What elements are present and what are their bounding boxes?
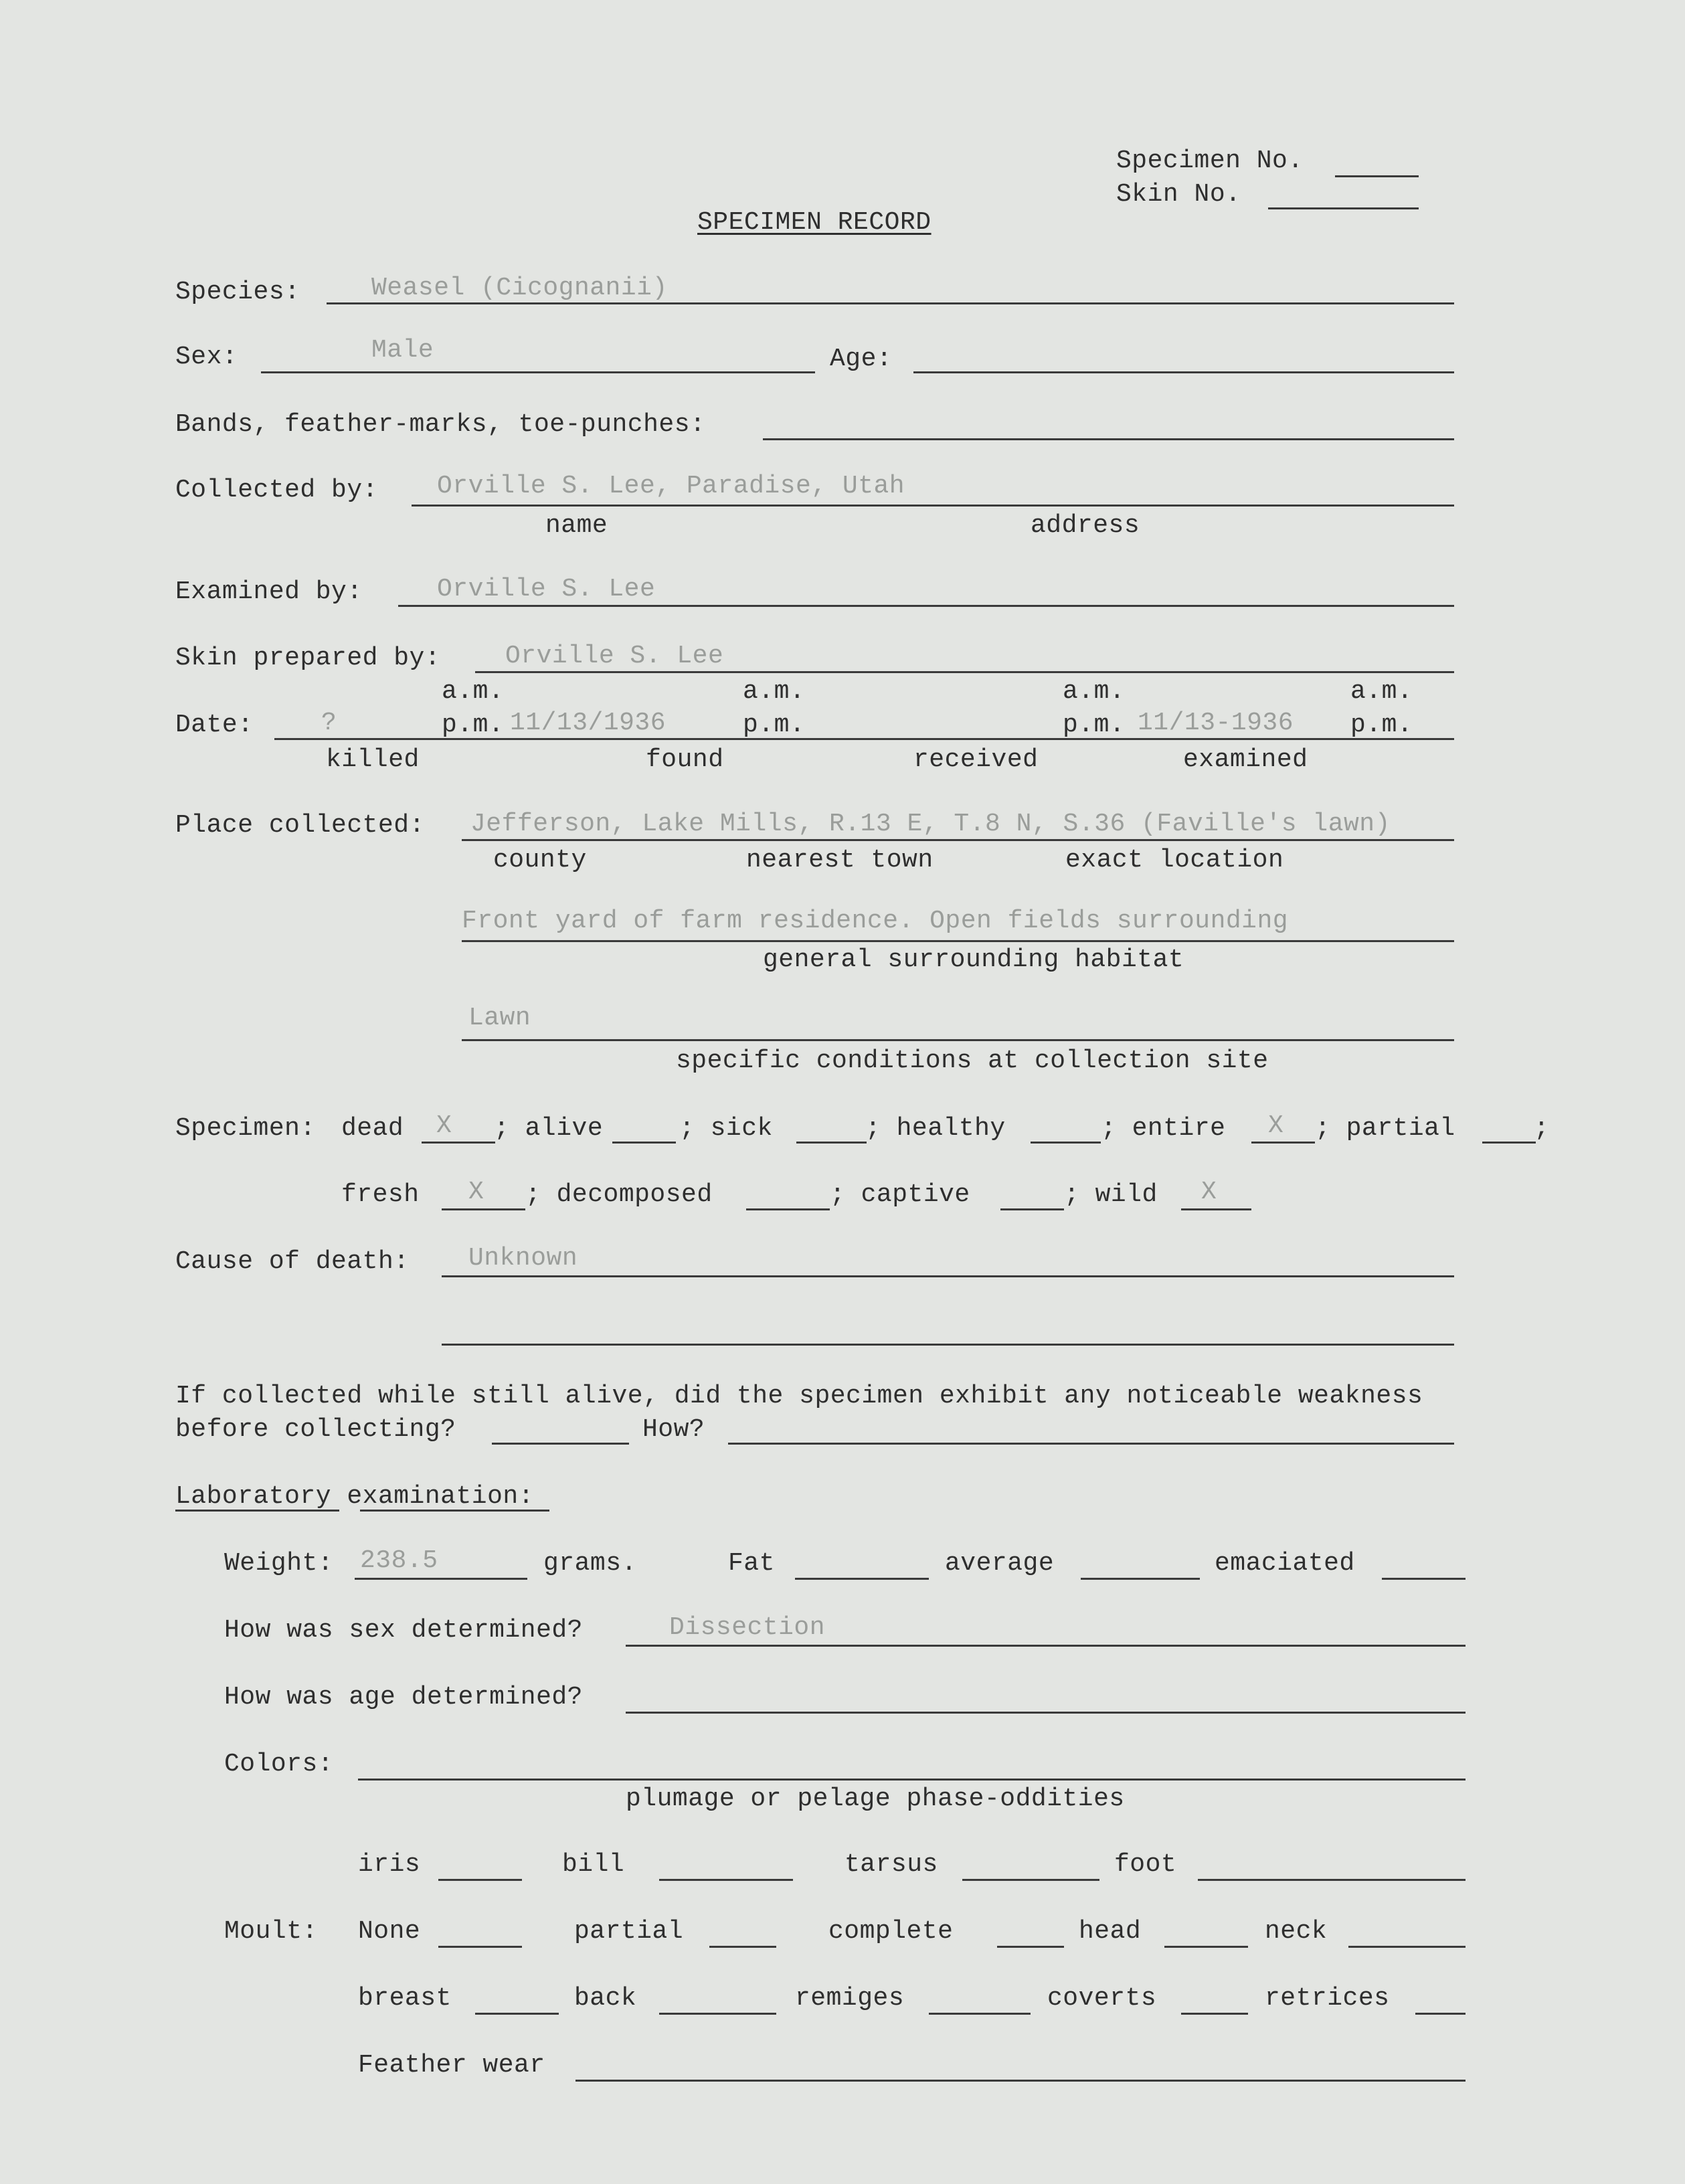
- bill-label: bill: [562, 1850, 625, 1879]
- place-value: Jefferson, Lake Mills, R.13 E, T.8 N, S.36 (Faville's lawn): [470, 810, 1391, 838]
- place-town-caption: nearest town: [746, 846, 934, 875]
- collected-value: Orville S. Lee, Paradise, Utah: [437, 472, 905, 500]
- tarsus-line: [962, 1879, 1099, 1881]
- age-line: [913, 371, 1454, 373]
- weakness-answer-line: [492, 1443, 629, 1445]
- fat-label: Fat: [728, 1549, 775, 1578]
- age-determined-line: [626, 1712, 1466, 1714]
- alive-line: [612, 1142, 676, 1144]
- place-county-caption: county: [493, 846, 587, 875]
- specimen-wild-label: ; wild: [1064, 1180, 1158, 1209]
- lab-heading-underline-1: [175, 1510, 339, 1512]
- skin-no-label: Skin No.: [1116, 180, 1241, 209]
- skin-no-line: [1268, 207, 1419, 209]
- average-line: [1081, 1578, 1200, 1580]
- breast-label: breast: [358, 1984, 452, 2013]
- specimen-label: Specimen:: [175, 1114, 316, 1143]
- feather-wear-label: Feather wear: [358, 2051, 545, 2080]
- emaciated-line: [1382, 1578, 1466, 1580]
- cause-label: Cause of death:: [175, 1247, 410, 1276]
- species-value: Weasel (Cicognanii): [371, 274, 668, 302]
- iris-label: iris: [358, 1850, 421, 1879]
- date-line: [274, 738, 1454, 740]
- date-am-3: a.m.: [1063, 677, 1126, 706]
- moult-complete-label: complete: [828, 1917, 954, 1946]
- specimen-dead-value: X: [436, 1111, 452, 1140]
- sex-value: Male: [371, 336, 434, 365]
- weakness-how-label: How?: [642, 1415, 705, 1444]
- examined-value: Orville S. Lee: [437, 575, 656, 604]
- age-determined-label: How was age determined?: [224, 1683, 583, 1712]
- specimen-no-line: [1335, 175, 1419, 177]
- retrices-line: [1415, 2013, 1466, 2015]
- date-pm-4: p.m.: [1350, 711, 1413, 739]
- date-killed-value: ?: [321, 709, 337, 737]
- weight-value: 238.5: [360, 1546, 438, 1575]
- specimen-sick-label: ; sick: [679, 1114, 773, 1143]
- specimen-captive-label: ; captive: [830, 1180, 970, 1209]
- tarsus-label: tarsus: [845, 1850, 938, 1879]
- wild-line: [1181, 1208, 1251, 1210]
- healthy-line: [1031, 1142, 1101, 1144]
- specimen-wild-value: X: [1201, 1178, 1217, 1206]
- sex-determined-value: Dissection: [669, 1613, 826, 1642]
- emaciated-label: emaciated: [1215, 1549, 1355, 1578]
- cause-line-2: [442, 1344, 1454, 1346]
- specimen-fresh-value: X: [468, 1178, 484, 1206]
- breast-line: [475, 2013, 559, 2015]
- sex-determined-label: How was sex determined?: [224, 1616, 583, 1645]
- place-label: Place collected:: [175, 811, 425, 840]
- place-line: [462, 839, 1454, 841]
- remiges-line: [929, 2013, 1031, 2015]
- habitat-line: [462, 940, 1454, 942]
- date-pm-1: p.m.: [442, 711, 505, 739]
- bands-line: [763, 438, 1454, 440]
- habitat-caption: general surrounding habitat: [763, 945, 1184, 974]
- date-caption-received: received: [913, 745, 1039, 774]
- date-label: Date:: [175, 711, 254, 739]
- retrices-label: retrices: [1265, 1984, 1390, 2013]
- species-label: Species:: [175, 278, 300, 306]
- weakness-question-line1: If collected while still alive, did the specimen exhibit any noticeable weakness: [175, 1382, 1423, 1410]
- specimen-dead-label: dead: [341, 1114, 404, 1143]
- skin-prepared-line: [475, 671, 1454, 673]
- sex-label: Sex:: [175, 343, 238, 371]
- specimen-healthy-label: ; healthy: [865, 1114, 1006, 1143]
- form-title: SPECIMEN RECORD: [697, 208, 932, 237]
- bands-label: Bands, feather-marks, toe-punches:: [175, 410, 706, 439]
- specimen-entire-label: ; entire: [1101, 1114, 1226, 1143]
- place-exact-caption: exact location: [1065, 846, 1284, 875]
- coverts-label: coverts: [1047, 1984, 1157, 2013]
- back-line: [659, 2013, 776, 2015]
- species-line: [327, 302, 1454, 304]
- bill-line: [659, 1879, 793, 1881]
- examined-line: [398, 605, 1454, 607]
- back-label: back: [574, 1984, 637, 2013]
- specimen-partial-label: ; partial: [1315, 1114, 1455, 1143]
- collected-address-caption: address: [1031, 511, 1140, 540]
- weakness-question-line2: before collecting?: [175, 1415, 456, 1444]
- date-caption-examined: examined: [1183, 745, 1308, 774]
- moult-none-label: None: [358, 1917, 421, 1946]
- skin-prepared-value: Orville S. Lee: [505, 642, 724, 670]
- specimen-alive-label: ; alive: [494, 1114, 604, 1143]
- date-examined-value: 11/13-1936: [1138, 709, 1294, 737]
- specimen-entire-value: X: [1268, 1111, 1284, 1140]
- date-caption-found: found: [646, 745, 724, 774]
- date-am-2: a.m.: [743, 677, 806, 706]
- date-pm-2: p.m.: [743, 711, 806, 739]
- fat-line: [795, 1578, 929, 1580]
- moult-partial-label: partial: [574, 1917, 684, 1946]
- moult-neck-label: neck: [1265, 1917, 1328, 1946]
- colors-line: [358, 1779, 1466, 1781]
- partial-line: [1482, 1142, 1536, 1144]
- moult-neck-line: [1348, 1946, 1466, 1948]
- entire-line: [1251, 1142, 1315, 1144]
- weight-line: [355, 1578, 527, 1580]
- sex-line: [261, 371, 815, 373]
- sick-line: [796, 1142, 867, 1144]
- habitat-value: Front yard of farm residence. Open fields surrounding: [462, 907, 1289, 935]
- specimen-no-label: Specimen No.: [1116, 147, 1304, 175]
- skin-prepared-label: Skin prepared by:: [175, 644, 441, 672]
- foot-label: foot: [1114, 1850, 1177, 1879]
- coverts-line: [1181, 2013, 1248, 2015]
- weight-label: Weight:: [224, 1549, 334, 1578]
- colors-label: Colors:: [224, 1750, 334, 1779]
- specimen-fresh-label: fresh: [341, 1180, 420, 1209]
- remiges-label: remiges: [795, 1984, 905, 2013]
- cause-line-1: [442, 1275, 1454, 1277]
- moult-head-line: [1164, 1946, 1248, 1948]
- fresh-line: [442, 1208, 525, 1210]
- conditions-value: Lawn: [468, 1004, 531, 1032]
- specimen-end-semicolon: ;: [1534, 1114, 1550, 1143]
- date-am-4: a.m.: [1350, 677, 1413, 706]
- collected-label: Collected by:: [175, 476, 378, 505]
- moult-label: Moult:: [224, 1917, 318, 1946]
- captive-line: [1000, 1208, 1064, 1210]
- specimen-decomposed-label: ; decomposed: [525, 1180, 713, 1209]
- date-am-1: a.m.: [442, 677, 505, 706]
- grams-label: grams.: [543, 1549, 637, 1578]
- moult-partial-line: [709, 1946, 776, 1948]
- average-label: average: [945, 1549, 1055, 1578]
- decomposed-line: [746, 1208, 830, 1210]
- cause-value: Unknown: [468, 1244, 578, 1273]
- collected-name-caption: name: [545, 511, 608, 540]
- examined-label: Examined by:: [175, 577, 363, 606]
- conditions-line: [462, 1039, 1454, 1041]
- date-found-value: 11/13/1936: [510, 709, 667, 737]
- age-label: Age:: [830, 345, 893, 373]
- iris-line: [438, 1879, 522, 1881]
- lab-heading: Laboratory examination:: [175, 1482, 534, 1511]
- feather-wear-line: [575, 2080, 1466, 2082]
- date-caption-killed: killed: [326, 745, 420, 774]
- moult-head-label: head: [1079, 1917, 1142, 1946]
- lab-heading-underline-2: [360, 1510, 549, 1512]
- conditions-caption: specific conditions at collection site: [676, 1046, 1269, 1075]
- weakness-how-line: [728, 1443, 1454, 1445]
- moult-complete-line: [997, 1946, 1064, 1948]
- foot-line: [1198, 1879, 1466, 1881]
- dead-line: [422, 1142, 495, 1144]
- colors-caption: plumage or pelage phase-oddities: [626, 1785, 1125, 1813]
- sex-determined-line: [626, 1645, 1466, 1647]
- collected-line: [412, 505, 1454, 507]
- moult-none-line: [438, 1946, 522, 1948]
- date-pm-3: p.m.: [1063, 711, 1126, 739]
